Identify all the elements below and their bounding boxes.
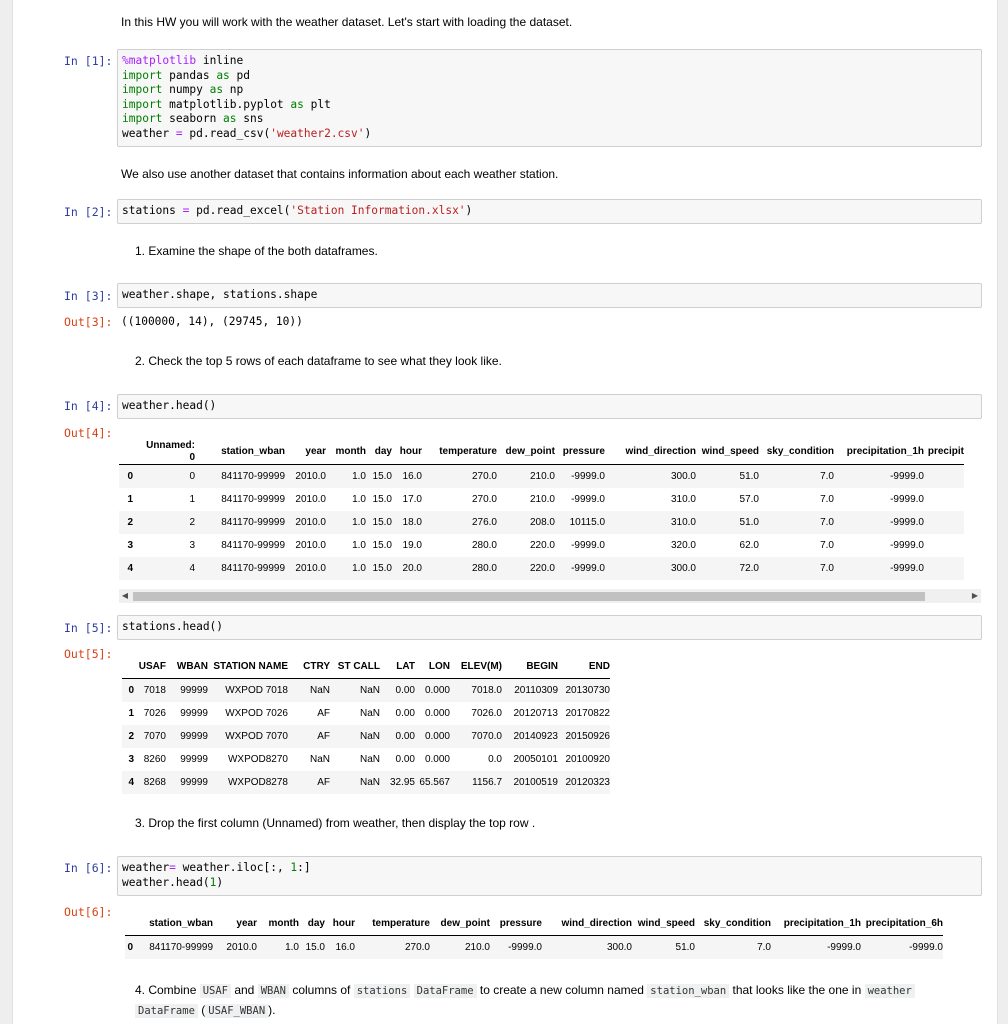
weather-cell: 1.0 [352,470,366,482]
weather-cell: 2010.0 [295,562,326,574]
markdown-step-2: 2. Check the top 5 rows of each dataframe to see what they look like. [135,354,502,368]
stations-cell: 20170822 [565,707,610,719]
top-col-header: station_wban [149,917,213,929]
weather-cell: 18.0 [402,516,422,528]
weather-cell: 15.0 [372,516,392,528]
stations-cell: 0.000 [424,684,450,696]
weather-col-header: temperature [439,446,497,457]
output-prompt-5: Out[5]: [64,647,113,661]
weather-row-index: 2 [127,516,133,528]
weather-cell: 220.0 [529,562,555,574]
weather-cell: 7.0 [820,539,834,551]
stations-cell: AF [317,707,330,719]
weather-col-header: precipitation_1h [846,446,924,457]
weather-cell: 841170-99999 [221,470,285,482]
top-cell: 7.0 [757,941,771,953]
stations-cell: 7026.0 [471,707,502,719]
weather-cell: 2010.0 [295,516,326,528]
weather-cell: -9999.0 [890,539,924,551]
stations-row [122,725,610,748]
stations-row [122,702,610,725]
stations-cell: AF [317,776,330,788]
weather-cell: 841170-99999 [221,562,285,574]
top-cell: 15.0 [305,941,325,953]
weather-cell: -9999.0 [890,562,924,574]
top-cell: 270.0 [404,941,430,953]
stations-cell: 0.00 [395,707,415,719]
stations-cell: 99999 [180,730,208,742]
weather-cell: -9999.0 [890,516,924,528]
stations-row-index: 0 [128,684,134,696]
weather-cell [924,465,964,489]
weather-cell: 841170-99999 [221,539,285,551]
top-col-header: pressure [499,917,542,929]
weather-cell [924,557,964,580]
stations-col-header: LON [428,660,450,672]
weather-cell: 210.0 [529,493,555,505]
scroll-left-icon[interactable]: ◀ [121,591,129,600]
stations-cell: 20120323 [565,776,610,788]
stations-col-header [122,655,134,679]
top-row-index: 0 [127,941,133,953]
weather-cell: 72.0 [739,562,759,574]
code-cell-4[interactable]: weather.head() [117,394,982,419]
weather-cell: 15.0 [372,539,392,551]
stations-cell: 20100920 [565,753,610,765]
weather-cell: 310.0 [670,516,696,528]
weather-cell: 7.0 [820,470,834,482]
stations-cell: 20050101 [513,753,558,765]
top-cell: 841170-99999 [149,941,213,953]
top-col-header: temperature [372,917,430,929]
stations-cell: NaN [359,707,380,719]
top-col-header: hour [332,917,355,929]
input-prompt-2: In [2]: [64,205,113,219]
weather-cell: 208.0 [529,516,555,528]
weather-cell: 3 [189,539,195,551]
weather-cell: 51.0 [739,516,759,528]
weather-cell: 300.0 [670,562,696,574]
stations-cell: 20150926 [565,730,610,742]
stations-cell: AF [317,730,330,742]
stations-cell: WXPOD 7026 [225,707,288,719]
input-prompt-4: In [4]: [64,399,113,413]
weather-cell: 300.0 [670,470,696,482]
weather-cell: -9999.0 [571,470,605,482]
stations-cell: 0.000 [424,753,450,765]
stations-cell: 8268 [143,776,166,788]
stations-cell: NaN [359,753,380,765]
top-col-header: year [236,917,257,929]
horizontal-scrollbar[interactable] [119,589,981,603]
weather-row-index: 3 [127,539,133,551]
stations-col-header: STATION NAME [213,660,288,672]
input-prompt-5: In [5]: [64,621,113,635]
top-col-header: precipitation_6h [865,917,943,929]
output-prompt-3: Out[3]: [64,315,113,329]
stations-cell: 32.95 [389,776,415,788]
stations-cell: 7018.0 [471,684,502,696]
stations-cell: 7070 [143,730,166,742]
weather-cell: 17.0 [402,493,422,505]
weather-cell: 7.0 [820,516,834,528]
stations-cell: 99999 [180,684,208,696]
stations-cell: 7070.0 [471,730,502,742]
stations-cell: 0.000 [424,707,450,719]
weather-cell: 15.0 [372,470,392,482]
markdown-stations-intro: We also use another dataset that contains information about each weather station. [121,167,559,181]
weather-cell [924,488,964,511]
stations-cell: 20140923 [513,730,558,742]
weather-cell: 51.0 [739,470,759,482]
code-cell-3[interactable]: weather.shape, stations.shape [117,283,982,308]
stations-cell: 0.000 [424,730,450,742]
top-cell: 300.0 [606,941,632,953]
scrollbar-thumb[interactable] [133,592,925,601]
stations-cell: NaN [359,730,380,742]
stations-cell: 0.00 [395,730,415,742]
weather-col-header: wind_speed [701,446,759,457]
stations-row-index: 4 [128,776,134,788]
weather-cell [924,534,964,557]
weather-cell: 62.0 [739,539,759,551]
weather-cell: -9999.0 [571,493,605,505]
input-prompt-3: In [3]: [64,289,113,303]
weather-cell: 0 [189,470,195,482]
weather-cell: 210.0 [529,470,555,482]
stations-cell: 1156.7 [472,776,502,788]
weather-row [119,488,964,511]
top-col-header: day [307,917,325,929]
weather-col-header: precipit [927,446,964,457]
stations-row-index: 3 [128,753,134,765]
stations-cell: 7026 [143,707,166,719]
weather-cell: 320.0 [670,539,696,551]
stations-cell: NaN [309,684,330,696]
stations-cell: 20130730 [565,684,610,696]
top-cell: -9999.0 [909,941,943,953]
code-station-wban: station_wban [647,984,729,998]
weather-row [119,557,964,580]
weather-cell: 1 [189,493,195,505]
stations-cell: 65.567 [419,776,450,788]
stations-cell: 20110309 [514,684,558,696]
code-usaf: USAF [200,984,231,998]
stations-cell: 0.0 [488,753,502,765]
stations-row [122,748,610,771]
weather-col-header: pressure [562,446,605,457]
code-wban: WBAN [258,984,289,998]
code-stations: stations [354,984,411,998]
output-prompt-6: Out[6]: [64,905,113,919]
weather-col-header: station_wban [221,446,285,457]
weather-cell: 19.0 [402,539,422,551]
code-weather: weather [865,984,915,998]
weather-cell: 57.0 [739,493,759,505]
markdown-step-1: 1. Examine the shape of the both dataframes. [135,244,378,258]
weather-cell: 1.0 [352,539,366,551]
weather-cell: -9999.0 [890,493,924,505]
weather-cell: 841170-99999 [221,493,285,505]
input-prompt-6: In [6]: [64,861,113,875]
top-cell: 2010.0 [226,941,257,953]
weather-col-header: wind_direction [625,446,696,457]
stations-row-index: 1 [128,707,134,719]
weather-cell: 7.0 [820,562,834,574]
weather-cell: 276.0 [471,516,497,528]
weather-cell: 2010.0 [295,493,326,505]
code-cell-6[interactable]: weather= weather.iloc[:, 1:] weather.head(1) [117,856,982,896]
code-dataframe-2: DataFrame [135,1004,198,1018]
top-col-header: wind_speed [637,917,695,929]
stations-cell: WXPOD8278 [227,776,288,788]
stations-cell: 7018 [143,684,166,696]
weather-cell: 280.0 [471,562,497,574]
weather-cell: -9999.0 [571,562,605,574]
top-row [125,936,943,960]
stations-cell: WXPOD8270 [227,753,288,765]
weather-col-header: day [374,446,392,457]
stations-cell: 0.00 [395,753,415,765]
top-cell: 51.0 [675,941,695,953]
stations-cell: WXPOD 7070 [225,730,288,742]
stations-row [122,771,610,794]
top-cell: -9999.0 [508,941,542,953]
top-col-header: wind_direction [561,917,632,929]
top-col-header: precipitation_1h [783,917,861,929]
weather-cell: 20.0 [402,562,422,574]
stations-col-header: ST CALL [337,660,380,672]
stations-col-header: WBAN [176,660,208,672]
weather-cell: 15.0 [372,562,392,574]
weather-cell: -9999.0 [571,539,605,551]
weather-cell: 1.0 [352,493,366,505]
weather-row [119,534,964,557]
stations-cell: NaN [359,684,380,696]
shape-output: ((100000, 14), (29745, 10)) [121,315,303,328]
stations-cell: 8260 [143,753,166,765]
stations-col-header: BEGIN [526,660,558,672]
weather-cell: -9999.0 [890,470,924,482]
stations-col-header: ELEV(M) [460,660,502,672]
stations-cell: 99999 [180,753,208,765]
weather-cell: 270.0 [471,493,497,505]
code-cell-1[interactable]: %matplotlib inline import pandas as pd import numpy as np import matplotlib.pyplot as plt import seaborn as sns weather = pd.read_csv('weather2.csv') [117,49,982,147]
weather-cell: 4 [189,562,195,574]
weather-row-index: 1 [127,493,133,505]
top-col-header: dew_point [440,917,490,929]
code-cell-5[interactable]: stations.head() [117,615,982,640]
weather-col-header: year [305,446,326,457]
markdown-step-3: 3. Drop the first column (Unnamed) from weather, then display the top row . [135,816,536,830]
weather-col-header: dew_point [505,446,555,457]
weather-head-table [119,440,964,580]
weather-col-header: Unnamed: 0 [146,440,195,463]
weather-col-header [119,440,133,465]
stations-cell: NaN [309,753,330,765]
stations-cell: 0.00 [395,684,415,696]
input-prompt-1: In [1]: [64,54,113,68]
stations-row [122,679,610,703]
weather-cell: 220.0 [529,539,555,551]
weather-col-header: month [335,446,366,457]
weather-col-header: hour [399,446,422,457]
code-dataframe: DataFrame [414,984,477,998]
top-col-header: month [268,917,299,929]
weather-top-row-table [125,912,943,959]
weather-cell: 1.0 [352,516,366,528]
code-usaf-wban: USAF_WBAN [205,1004,268,1018]
weather-cell: 841170-99999 [221,516,285,528]
stations-cell: 99999 [180,776,208,788]
top-cell: 16.0 [335,941,355,953]
weather-cell: 10115.0 [569,516,605,528]
weather-cell: 280.0 [471,539,497,551]
weather-row-index: 0 [127,470,133,482]
stations-head-table [122,655,610,794]
weather-cell: 1.0 [352,562,366,574]
scroll-right-icon[interactable]: ▶ [971,591,979,600]
stations-col-header: END [588,660,610,672]
stations-row-index: 2 [128,730,134,742]
stations-cell: WXPOD 7018 [225,684,288,696]
stations-cell: 20120713 [513,707,558,719]
weather-col-header: sky_condition [766,446,834,457]
weather-cell: 2 [189,516,195,528]
code-cell-2[interactable]: stations = pd.read_excel('Station Information.xlsx') [117,199,982,224]
weather-row [119,511,964,534]
top-cell: -9999.0 [827,941,861,953]
top-col-header: sky_condition [703,917,771,929]
top-col-header [125,912,133,936]
intro-text: In this HW you will work with the weather dataset. Let's start with loading the dataset. [121,15,573,29]
weather-row-index: 4 [127,562,133,574]
weather-cell [924,511,964,534]
stations-cell: 99999 [180,707,208,719]
weather-cell: 270.0 [471,470,497,482]
markdown-step-4: 4. Combine USAF and WBAN columns of stations DataFrame to create a new column named station_wban that looks like the one in weather DataFrame ( USAF_WBAN ). [135,981,955,1021]
weather-cell: 2010.0 [295,470,326,482]
stations-col-header: USAF [138,660,166,672]
weather-cell: 15.0 [372,493,392,505]
output-prompt-4: Out[4]: [64,426,113,440]
stations-cell: 20100519 [513,776,558,788]
weather-cell: 2010.0 [295,539,326,551]
weather-row [119,465,964,489]
top-cell: 210.0 [464,941,490,953]
stations-col-header: CTRY [303,660,330,672]
weather-cell: 7.0 [820,493,834,505]
top-cell: 1.0 [285,941,299,953]
stations-col-header: LAT [396,660,415,672]
weather-cell: 310.0 [670,493,696,505]
stations-cell: NaN [359,776,380,788]
weather-cell: 16.0 [402,470,422,482]
